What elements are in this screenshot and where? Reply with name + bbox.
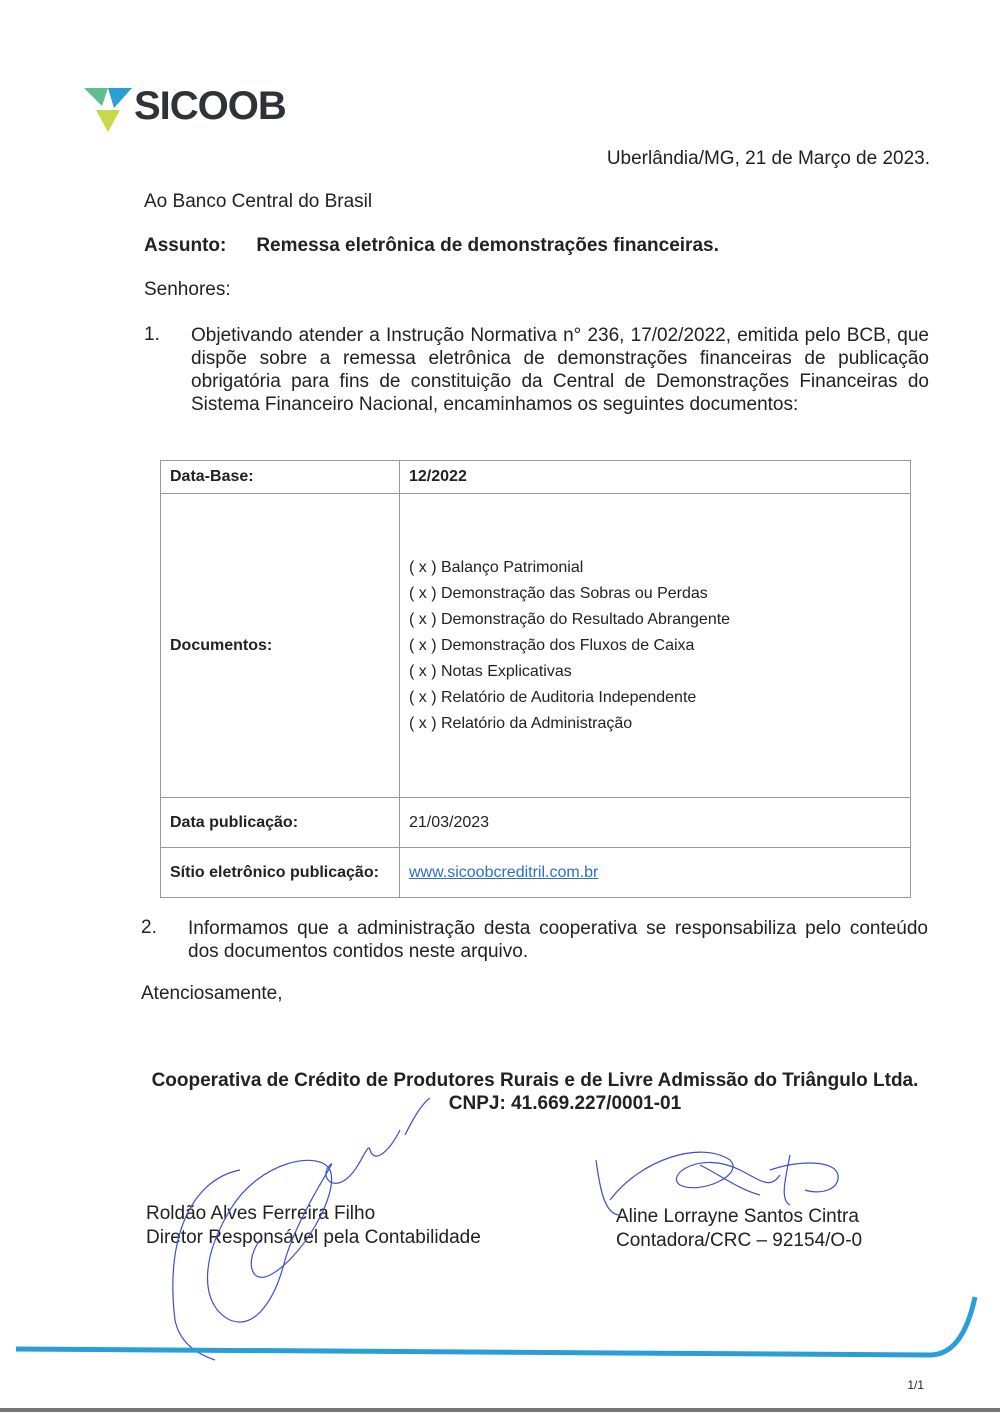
place-date: Uberlândia/MG, 21 de Março de 2023. <box>606 148 930 169</box>
signatory-name: Aline Lorrayne Santos Cintra <box>616 1206 859 1227</box>
footer-brand-line <box>16 1297 975 1355</box>
data-base-label: Data-Base: <box>161 461 400 494</box>
list-item: ( x ) Demonstração do Resultado Abrangente <box>409 610 731 628</box>
sicoob-logo-icon <box>84 86 134 134</box>
data-base-value: 12/2022 <box>400 461 911 494</box>
list-item: ( x ) Demonstração das Sobras ou Perdas <box>409 584 708 602</box>
cooperative-cnpj: CNPJ: 41.669.227/0001-01 <box>448 1093 682 1114</box>
page-number: 1/1 <box>907 1378 924 1392</box>
item2-text: Informamos que a administração desta cooperativa se responsabiliza pelo conteúdo dos documentos contidos neste arquivo. <box>188 918 928 962</box>
documents-table <box>160 460 911 898</box>
table-row <box>161 494 911 798</box>
signatory-1 <box>146 1202 481 1250</box>
sicoob-logo <box>84 86 284 136</box>
item1-number: 1. <box>144 324 160 345</box>
greeting: Senhores: <box>144 279 231 300</box>
signatory-role: Diretor Responsável pela Contabilidade <box>146 1227 481 1248</box>
subject <box>144 235 719 257</box>
documentos-label: Documentos: <box>161 494 400 798</box>
signatory-role: Contadora/CRC – 92154/O-0 <box>616 1230 863 1251</box>
signatory-2 <box>616 1205 862 1253</box>
item1-text: Objetivando atender a Instrução Normativa n° 236, 17/02/2022, emitida pelo BCB, que dispõe sobre a remessa eletrônica de demonstrações financeiras de publicação obrigatória para fins de constituição da Central de Demonstrações Financeiras do Sistema Financeiro Nacional, encaminhamos os seguintes documentos: <box>191 325 929 415</box>
logo-text: SICOOB <box>134 84 286 128</box>
table-row <box>161 461 911 494</box>
addressee: Ao Banco Central do Brasil <box>144 191 373 212</box>
data-publicacao-value: 21/03/2023 <box>400 798 911 848</box>
subject-label: Assunto: <box>144 235 227 256</box>
item2-number: 2. <box>141 917 157 938</box>
table-row <box>161 848 911 898</box>
list-item: ( x ) Relatório da Administração <box>409 714 633 732</box>
table-row <box>161 798 911 848</box>
list-item: ( x ) Notas Explicativas <box>409 662 572 680</box>
subject-value: Remessa eletrônica de demonstrações financeiras. <box>256 235 719 256</box>
closing: Atenciosamente, <box>141 983 283 1004</box>
page-edge <box>0 1408 1000 1412</box>
list-item: ( x ) Demonstração dos Fluxos de Caixa <box>409 636 695 654</box>
documentos-list <box>400 494 911 798</box>
list-item: ( x ) Relatório de Auditoria Independente <box>409 688 697 706</box>
cooperative-name: Cooperativa de Crédito de Produtores Rurais e de Livre Admissão do Triângulo Ltda. <box>151 1070 919 1091</box>
cooperative-block <box>140 1069 930 1115</box>
sitio-link[interactable]: www.sicoobcreditril.com.br <box>409 863 599 881</box>
list-item: ( x ) Balanço Patrimonial <box>409 558 584 576</box>
data-publicacao-label: Data publicação: <box>161 798 400 848</box>
sitio-label: Sítio eletrônico publicação: <box>161 848 400 898</box>
signatory-name: Roldão Alves Ferreira Filho <box>146 1203 376 1224</box>
